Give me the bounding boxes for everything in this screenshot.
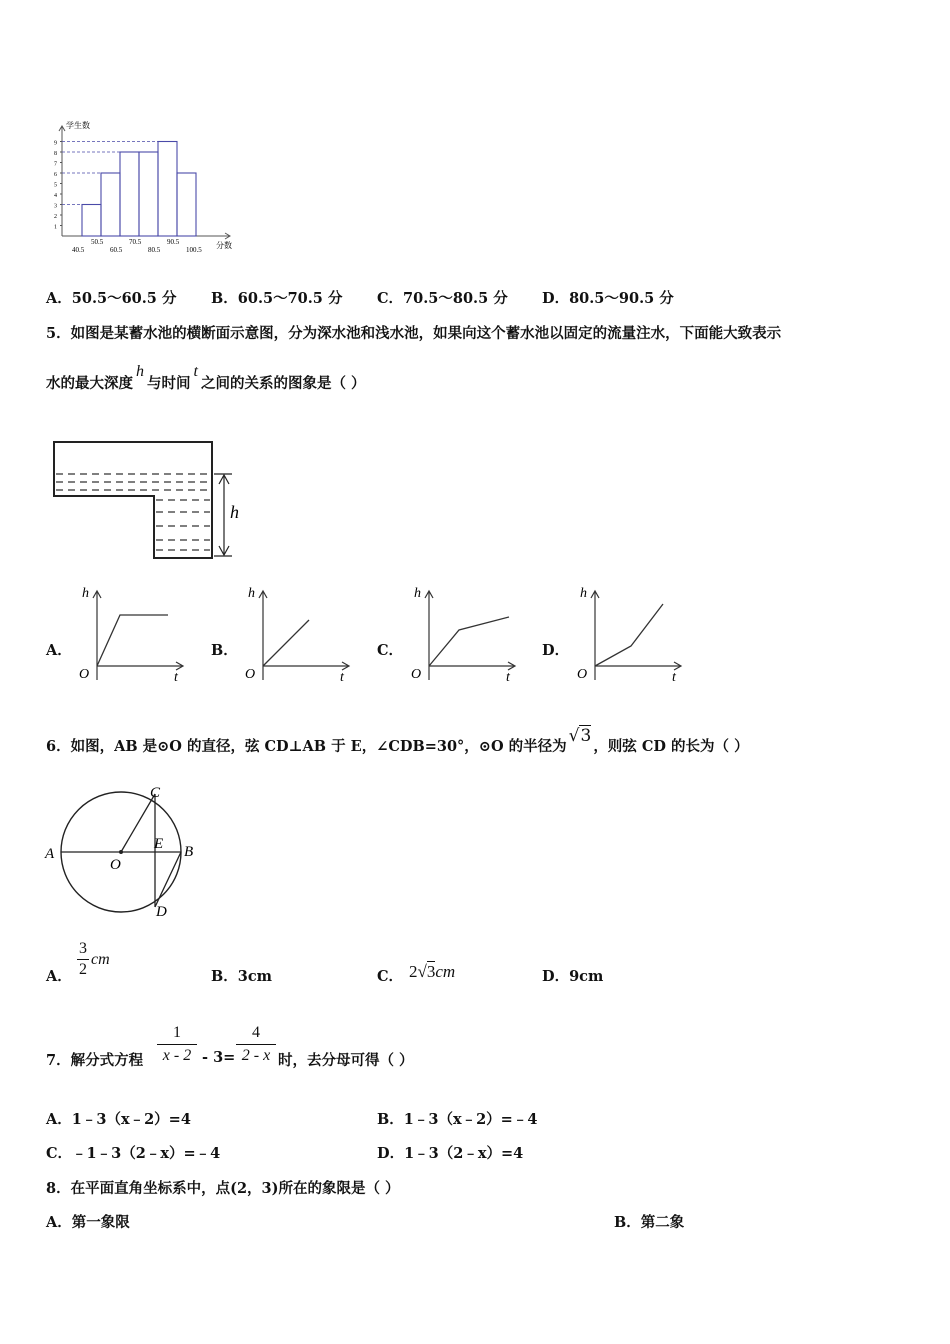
q7-option-a[interactable]: A．1﹣3（x﹣2）=4 bbox=[46, 1111, 191, 1128]
x-tick-label: 100.5 bbox=[186, 246, 202, 254]
circle-diagram bbox=[40, 780, 210, 925]
svg-text:O: O bbox=[245, 667, 256, 682]
q6-option-d[interactable]: D．9cm bbox=[542, 968, 604, 985]
q6-option-c[interactable]: C． bbox=[377, 968, 404, 985]
svg-text:O: O bbox=[577, 667, 588, 682]
q6-option-a[interactable]: A． bbox=[46, 968, 72, 985]
q6-option-c-expr: 2√3cm bbox=[409, 962, 456, 981]
q6-option-a-frac: 3 2 bbox=[79, 940, 87, 978]
q7-option-d[interactable]: D．1﹣3（2﹣x）=4 bbox=[377, 1145, 524, 1162]
y-tick-label: 9 bbox=[54, 140, 57, 147]
q8-option-b[interactable]: B．第二象 bbox=[614, 1214, 685, 1231]
q6-stem: 6．如图，AB 是⊙O 的直径，弦 CD⊥AB 于 E，∠CDB=30°，⊙O 的半径为√3，则弦 CD 的长为（ ） bbox=[46, 726, 749, 755]
q7-frac1: 1 x - 2 bbox=[157, 1024, 197, 1065]
histogram-bar bbox=[82, 205, 101, 237]
q5-option-b-label[interactable]: B． bbox=[211, 642, 238, 659]
y-tick-label: 5 bbox=[54, 182, 57, 189]
q4-option-c[interactable]: C．70.5～80.5 分 bbox=[377, 290, 508, 307]
svg-text:O: O bbox=[110, 857, 121, 873]
x-tick-label: 70.5 bbox=[129, 238, 142, 246]
histogram-y-label: 学生数 bbox=[66, 121, 90, 130]
x-tick-label: 80.5 bbox=[148, 246, 161, 254]
svg-text:t: t bbox=[506, 670, 510, 685]
svg-text:h: h bbox=[580, 586, 587, 601]
svg-text:t: t bbox=[174, 670, 178, 685]
y-tick-label: 4 bbox=[54, 193, 57, 199]
q4-option-d[interactable]: D．80.5～90.5 分 bbox=[542, 290, 674, 307]
svg-text:A: A bbox=[45, 846, 55, 862]
histogram-bar bbox=[177, 173, 196, 236]
svg-text:t: t bbox=[340, 670, 344, 685]
q5-option-c-label[interactable]: C． bbox=[377, 642, 404, 659]
svg-text:h: h bbox=[82, 586, 89, 601]
q6-option-b[interactable]: B．3cm bbox=[211, 968, 273, 985]
q7-middle: - 3= bbox=[202, 1049, 236, 1066]
svg-text:t: t bbox=[672, 670, 676, 685]
q7-suffix: 时，去分母可得（ ） bbox=[278, 1052, 414, 1069]
y-tick-label: 3 bbox=[54, 203, 57, 210]
histogram-bar bbox=[101, 173, 120, 236]
var-h: h bbox=[136, 363, 144, 380]
y-tick-label: 2 bbox=[54, 214, 57, 220]
svg-text:C: C bbox=[150, 785, 161, 801]
q5-option-a-label[interactable]: A． bbox=[46, 642, 72, 659]
svg-text:E: E bbox=[154, 836, 164, 852]
histogram-bar bbox=[158, 142, 177, 237]
q7-option-c[interactable]: C．﹣1﹣3（2﹣x）=﹣4 bbox=[46, 1145, 221, 1162]
histogram bbox=[40, 112, 250, 262]
y-tick-label: 8 bbox=[54, 151, 57, 157]
x-tick-label: 40.5 bbox=[72, 246, 85, 254]
q4-option-a[interactable]: A．50.5～60.5 分 bbox=[46, 290, 177, 307]
svg-text:h: h bbox=[414, 586, 421, 601]
svg-text:h: h bbox=[248, 586, 255, 601]
q5-graph-d[interactable] bbox=[568, 580, 688, 685]
x-tick-label: 50.5 bbox=[91, 238, 104, 246]
tank-h-label: h bbox=[230, 502, 239, 522]
svg-text:D: D bbox=[156, 904, 167, 920]
y-tick-label: 7 bbox=[54, 161, 57, 168]
y-tick-label: 1 bbox=[54, 224, 57, 231]
q8-stem: 8．在平面直角坐标系中，点(2，3)所在的象限是（ ） bbox=[46, 1180, 400, 1197]
q5-stem-line2: 水的最大深度h与时间t之间的关系的图象是（ ） bbox=[46, 363, 366, 392]
svg-text:O: O bbox=[411, 667, 422, 682]
q5-graph-b[interactable] bbox=[236, 580, 356, 685]
q5-option-d-label[interactable]: D． bbox=[542, 642, 570, 659]
histogram-x-label: 分数 bbox=[216, 241, 232, 250]
reservoir-diagram bbox=[50, 438, 260, 563]
sqrt3: √3 bbox=[568, 726, 592, 746]
histogram-bar bbox=[139, 152, 158, 236]
histogram-bar bbox=[120, 152, 139, 236]
q7-option-b[interactable]: B．1﹣3（x﹣2）=﹣4 bbox=[377, 1111, 538, 1128]
var-t: t bbox=[193, 363, 198, 380]
y-tick-label: 6 bbox=[54, 172, 57, 178]
q5-graph-a[interactable] bbox=[70, 580, 190, 685]
q8-option-a[interactable]: A．第一象限 bbox=[46, 1214, 130, 1231]
q5-stem-line1: 5．如图是某蓄水池的横断面示意图，分为深水池和浅水池，如果向这个蓄水池以固定的流量注水，下面能大致表示 bbox=[46, 325, 782, 342]
q7-prefix: 7．解分式方程 bbox=[46, 1052, 144, 1069]
x-tick-label: 90.5 bbox=[167, 238, 180, 246]
q5-graph-c[interactable] bbox=[402, 580, 522, 685]
svg-text:O: O bbox=[79, 667, 90, 682]
q4-option-b[interactable]: B．60.5～70.5 分 bbox=[211, 290, 343, 307]
svg-text:B: B bbox=[184, 844, 194, 860]
q6-option-a-unit: cm bbox=[91, 951, 110, 968]
q7-frac2: 4 2 - x bbox=[236, 1024, 276, 1065]
x-tick-label: 60.5 bbox=[110, 246, 123, 254]
